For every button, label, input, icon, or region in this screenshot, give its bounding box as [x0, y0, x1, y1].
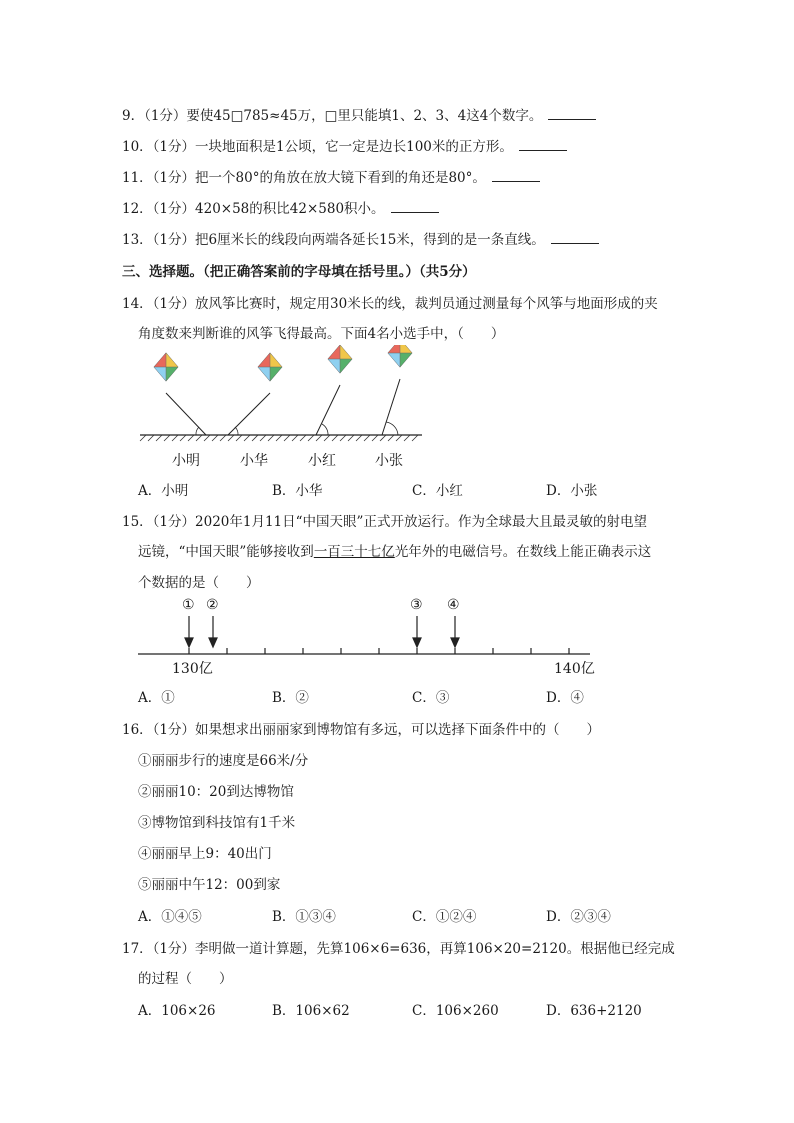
- question-9: 9．（1分）要使45□785≈45万，□里只能填1、2、3、4这4个数字。: [122, 104, 596, 124]
- q15-option-c[interactable]: C．③: [412, 690, 450, 706]
- question-11: 11．（1分）把一个80°的角放在放大镜下看到的角还是80°。: [122, 166, 540, 186]
- condition-1: ①丽丽步行的速度是66米/分: [138, 753, 309, 769]
- answer-blank[interactable]: [492, 169, 540, 182]
- condition-3: ③博物馆到科技馆有1千米: [138, 815, 296, 831]
- condition-5: ⑤丽丽中午12：00到家: [138, 877, 281, 893]
- question-17-line2: 的过程（ ）: [138, 971, 233, 987]
- q15-option-a[interactable]: A．①: [138, 690, 175, 706]
- q17-option-b[interactable]: B．106×62: [272, 1003, 350, 1019]
- question-14-line2: 角度数来判断谁的风筝飞得最高。下面4名小选手中，（ ）: [138, 326, 505, 342]
- marker-2: ②: [206, 597, 219, 613]
- question-12: 12．（1分）420×58的积比42×580积小。: [122, 197, 439, 217]
- q17-option-d[interactable]: D．636+2120: [546, 1003, 642, 1019]
- q14-option-d[interactable]: D．小张: [546, 483, 598, 499]
- kite-name-xiaohua: 小华: [240, 453, 268, 469]
- kite-icon: [154, 353, 178, 381]
- kite-icon: [388, 345, 412, 367]
- q16-option-b[interactable]: B．①③④: [272, 909, 336, 925]
- q14-option-b[interactable]: B．小华: [272, 483, 323, 499]
- question-17-line1: 17．（1分）李明做一道计算题，先算106×6=636，再算106×20=2120。根据他已经完成: [122, 941, 675, 957]
- underlined-number: 一百三十七亿: [313, 544, 395, 560]
- marker-4: ④: [447, 597, 460, 613]
- question-15-line3: 个数据的是（ ）: [138, 575, 260, 591]
- q17-option-c[interactable]: C．106×260: [412, 1003, 499, 1019]
- q16-option-a[interactable]: A．①④⑤: [138, 909, 202, 925]
- kite-icon: [258, 353, 282, 381]
- question-15-line2: 远镜，“中国天眼”能够接收到一百三十七亿光年外的电磁信号。在数线上能正确表示这: [138, 544, 652, 560]
- question-13: 13．（1分）把6厘米长的线段向两端各延长15米，得到的是一条直线。: [122, 228, 599, 248]
- marker-3: ③: [410, 597, 423, 613]
- number-line: [134, 614, 594, 664]
- section-heading: 三、选择题。（把正确答案前的字母填在括号里。）（共5分）: [122, 264, 476, 280]
- condition-2: ②丽丽10：20到达博物馆: [138, 784, 294, 800]
- kite-figure: [134, 345, 434, 445]
- question-14-line1: 14．（1分）放风筝比赛时，规定用30米长的线，裁判员通过测量每个风筝与地面形成的夹: [122, 296, 658, 312]
- ground-hatching: [140, 435, 418, 441]
- marker-1: ①: [182, 597, 195, 613]
- condition-4: ④丽丽早上9：40出门: [138, 846, 272, 862]
- number-line-label-left: 130亿: [172, 661, 213, 677]
- kite-name-xiaozhang: 小张: [375, 453, 403, 469]
- kite-string-xiaoming: [166, 393, 206, 435]
- question-16-line1: 16．（1分）如果想求出丽丽家到博物馆有多远，可以选择下面条件中的（ ）: [122, 722, 601, 738]
- q14-option-a[interactable]: A．小明: [138, 483, 189, 499]
- q15-option-b[interactable]: B．②: [272, 690, 309, 706]
- q16-option-c[interactable]: C．①②④: [412, 909, 477, 925]
- q16-option-d[interactable]: D．②③④: [546, 909, 611, 925]
- kite-string-xiaozhang: [382, 379, 400, 435]
- answer-blank[interactable]: [548, 107, 596, 120]
- kite-string-xiaohong: [316, 385, 340, 435]
- answer-blank[interactable]: [391, 200, 439, 213]
- number-line-label-right: 140亿: [554, 661, 595, 677]
- question-10: 10．（1分）一块地面积是1公顷，它一定是边长100米的正方形。: [122, 135, 567, 155]
- kite-name-xiaohong: 小红: [308, 453, 336, 469]
- kite-name-xiaoming: 小明: [172, 453, 200, 469]
- question-15-line1: 15．（1分）2020年1月11日“中国天眼”正式开放运行。作为全球最大且最灵敏的射电望: [122, 514, 647, 530]
- q15-option-d[interactable]: D．④: [546, 690, 584, 706]
- q17-option-a[interactable]: A．106×26: [138, 1003, 216, 1019]
- kite-icon: [328, 345, 352, 373]
- answer-blank[interactable]: [519, 138, 567, 151]
- q14-option-c[interactable]: C．小红: [412, 483, 463, 499]
- kite-string-xiaohua: [228, 393, 270, 435]
- answer-blank[interactable]: [551, 231, 599, 244]
